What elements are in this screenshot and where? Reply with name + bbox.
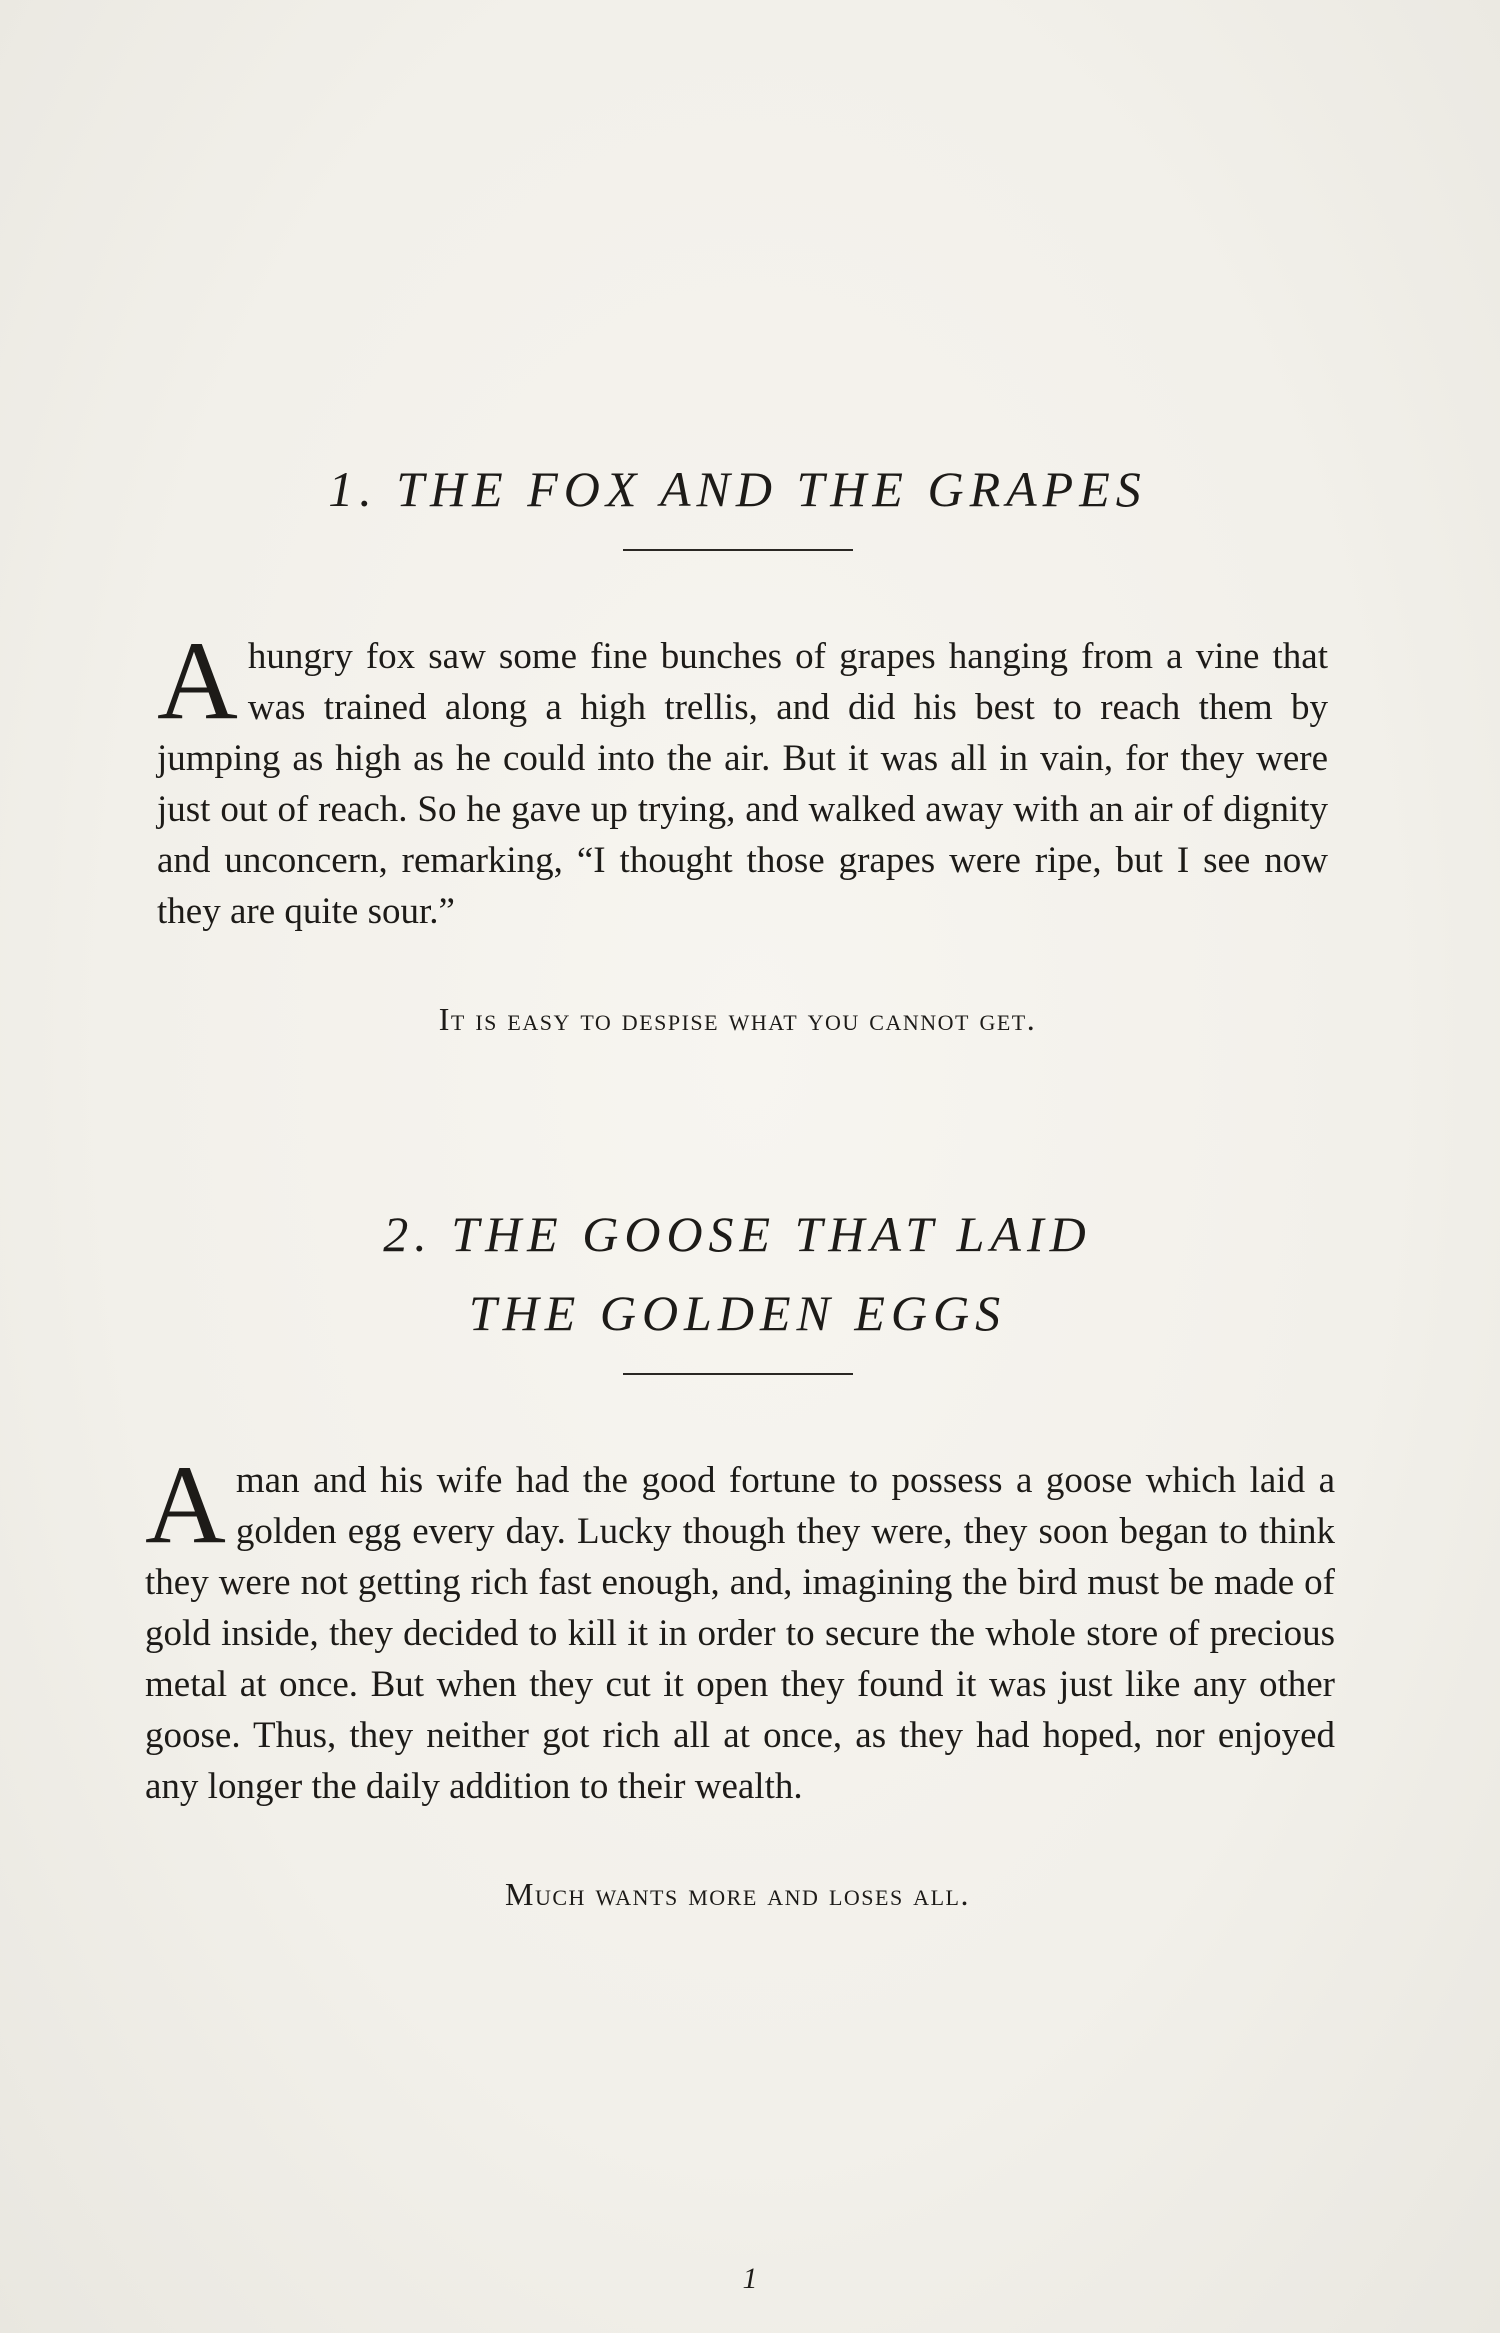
fable-moral: Much wants more and loses all. (505, 1876, 970, 1912)
fable-body-text: hungry fox saw some fine bunches of grapes hanging from a vine that was trained along a high trellis, and did his best to reach them by jumping as high as he could into the air. But it was all in vain, for they were just out of reach. So he gave up trying, and walked away with an air of dignity and unconcern, remarking, “I thought those grapes were ripe, but I see now they are quite sour.” (157, 636, 1328, 932)
fable-title-line: 1. THE FOX AND THE GRAPES (328, 461, 1147, 517)
fable-title-line: 2. THE GOOSE THAT LAID (383, 1206, 1092, 1262)
fable-body (140, 1443, 1335, 1812)
drop-cap: A (145, 1443, 226, 1567)
fable-goose-golden-eggs (140, 1195, 1335, 1914)
title-rule (623, 549, 853, 551)
page-number: 1 (742, 2262, 758, 2295)
drop-cap: A (157, 619, 238, 743)
fable-title-line: THE GOLDEN EGGS (468, 1285, 1007, 1341)
title-rule (623, 1373, 853, 1375)
fable-title (140, 450, 1335, 529)
fable-body-text: man and his wife had the good fortune to possess a goose which laid a golden egg every day. Lucky though they were, they soon began to think they were not getting rich fast enough, and, imagining the bird must be made of gold inside, they decided to kill it in order to secure the whole store of precious metal at once. But when they cut it open they found it was just like any other goose. Thus, they neither got rich all at once, as they had hoped, nor enjoyed any longer the daily addition to their wealth. (145, 1460, 1335, 1807)
fable-title (140, 1195, 1335, 1353)
fable-moral: It is easy to despise what you cannot get. (438, 1001, 1037, 1037)
fable-fox-and-grapes (140, 450, 1335, 1039)
fable-body (140, 619, 1335, 937)
